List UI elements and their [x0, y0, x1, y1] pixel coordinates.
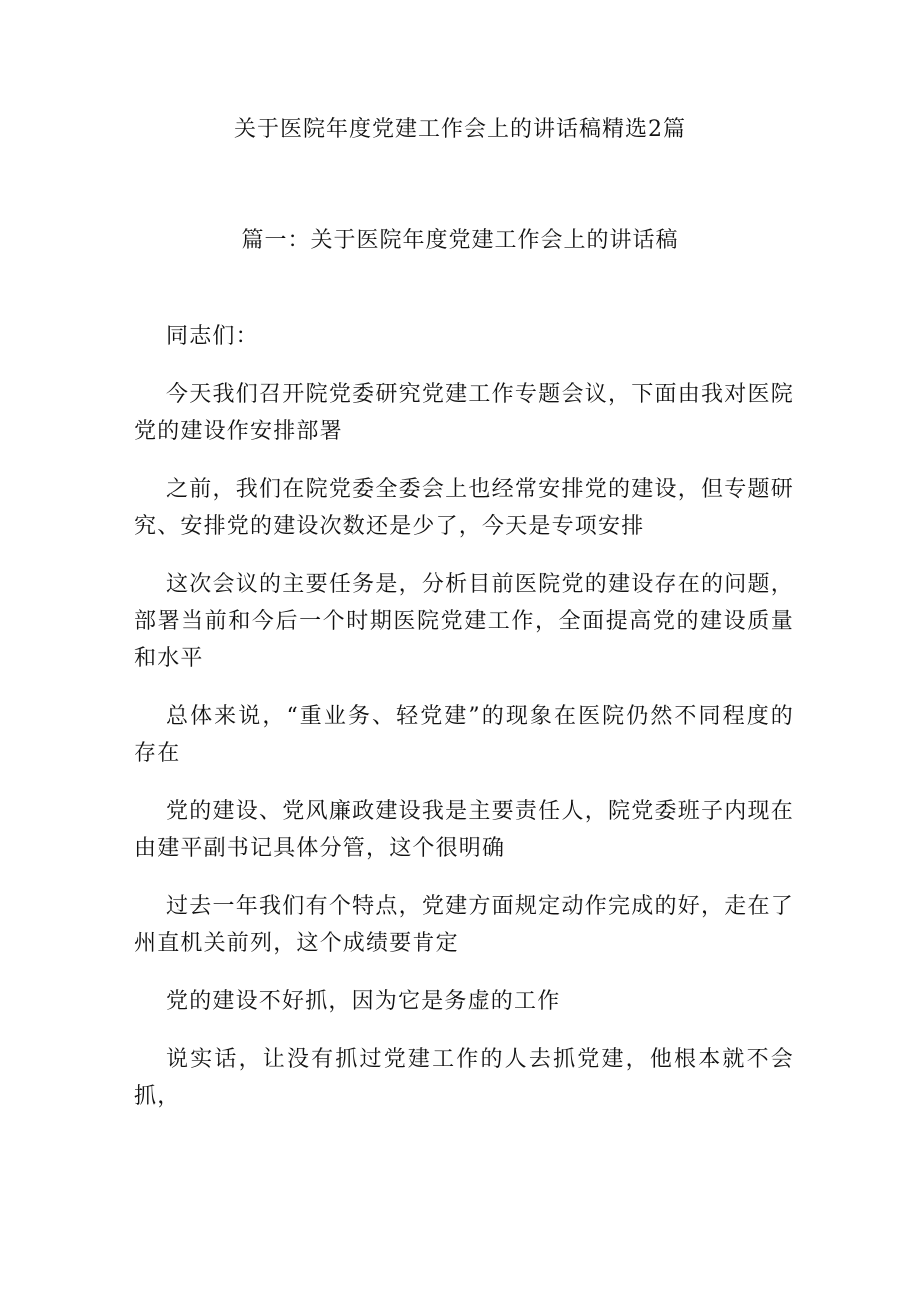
section-title: 篇一：关于医院年度党建工作会上的讲话稿 — [241, 228, 679, 253]
document-body — [134, 318, 794, 1136]
paragraph: 说实话，让没有抓过党建工作的人去抓党建，他根本就不会抓， — [134, 1047, 794, 1109]
paragraph-salutation: 同志们： — [166, 324, 259, 349]
paragraph: 今天我们召开院党委研究党建工作专题会议，下面由我对医院党的建设作安排部署 — [134, 382, 794, 444]
paragraph: 这次会议的主要任务是，分析目前医院党的建设存在的问题，部署当前和今后一个时期医院党建工作，全面提高党的建设质量和水平 — [134, 572, 794, 671]
document-title: 关于医院年度党建工作会上的讲话稿精选2篇 — [234, 117, 686, 142]
paragraph: 党的建设不好抓，因为它是务虚的工作 — [166, 989, 561, 1014]
paragraph: 党的建设、党风廉政建设我是主要责任人，院党委班子内现在由建平副书记具体分管，这个很明确 — [134, 799, 794, 861]
paragraph: 之前，我们在院党委全委会上也经常安排党的建设，但专题研究、安排党的建设次数还是少了，今天是专项安排 — [134, 477, 794, 539]
paragraph: 总体来说，“重业务、轻党建”的现象在医院仍然不同程度的存在 — [134, 704, 794, 766]
paragraph: 过去一年我们有个特点，党建方面规定动作完成的好，走在了州直机关前列，这个成绩要肯定 — [134, 894, 794, 956]
